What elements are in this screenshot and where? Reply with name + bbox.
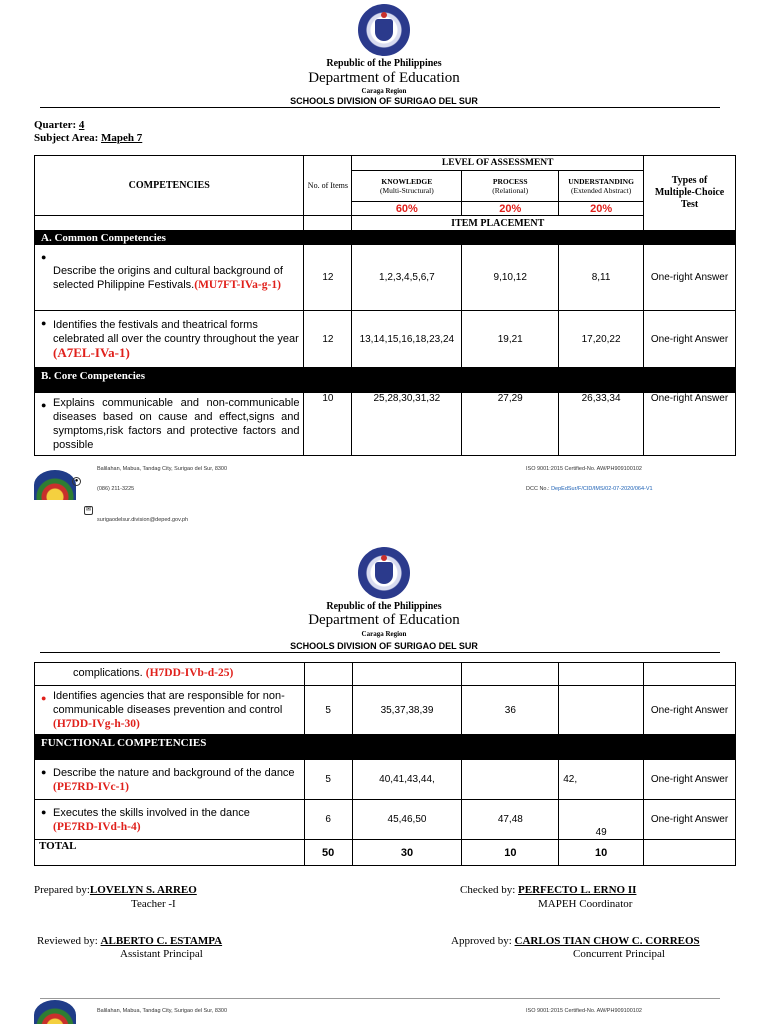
- knowledge-cell: 25,28,30,31,32: [352, 393, 462, 456]
- reviewed-title: Assistant Principal: [120, 948, 203, 960]
- items-cell: 12: [304, 311, 352, 368]
- process-cell: 19,21: [462, 311, 559, 368]
- competency-code: (H7DD-IVb-d-25): [145, 667, 234, 679]
- republic-text: Republic of the Philippines: [326, 601, 442, 612]
- competency-code: (PE7RD-IVd-h-4): [53, 820, 141, 833]
- tos-table-part2: [34, 662, 736, 866]
- items-cell: 6: [304, 800, 352, 840]
- section-common: A. Common Competencies: [35, 231, 736, 245]
- process-cell: 36: [462, 686, 559, 735]
- process-cell: 9,10,12: [462, 245, 559, 311]
- department-title: Department of Education: [308, 70, 460, 86]
- approved-title: Concurrent Principal: [573, 948, 665, 960]
- types-header: Types of Multiple-Choice Test: [644, 156, 736, 231]
- process-cell: 27,29: [462, 393, 559, 456]
- total-row: [35, 840, 736, 866]
- footer-email: surigaodelsur.division@deped.gov.ph: [97, 517, 189, 523]
- knowledge-cell: 45,46,50: [352, 800, 462, 840]
- total-items: 50: [304, 840, 352, 866]
- footer-address: Balilahan, Mabua, Tandag City, Surigao del Sur, 8300: [97, 466, 228, 472]
- competency-cell: complications. (H7DD-IVb-d-25): [35, 663, 305, 686]
- type-cell: One-right Answer: [644, 311, 736, 368]
- understanding-header: UNDERSTANDING (Extended Abstract): [559, 171, 644, 202]
- subject-value: Mapeh 7: [101, 132, 143, 144]
- table-row: [35, 686, 736, 735]
- checked-by: Checked by: PERFECTO L. ERNO II: [460, 884, 637, 896]
- knowledge-header: KNOWLEDGE (Multi-Structural): [352, 171, 462, 202]
- mail-icon: ✉: [85, 507, 92, 513]
- competencies-header: COMPETENCIES: [35, 156, 304, 216]
- deped-seal: [358, 4, 410, 56]
- deped-seal: [358, 547, 410, 599]
- knowledge-cell: 35,37,38,39: [352, 686, 462, 735]
- footer-rule: [40, 998, 720, 999]
- footer-address: Balilahan, Mabua, Tandag City, Surigao del Sur, 8300: [97, 1008, 228, 1014]
- understanding-cell: 26,33,34: [559, 393, 644, 456]
- header-rule: [40, 652, 720, 653]
- quarter-line: [34, 119, 84, 131]
- total-understanding: 10: [559, 840, 644, 866]
- table-row: [35, 311, 736, 368]
- table-row: [35, 393, 736, 456]
- items-cell: 12: [304, 245, 352, 311]
- items-cell: 5: [304, 760, 352, 800]
- footer-logo: [34, 1000, 76, 1024]
- understanding-cell: 49: [559, 800, 644, 840]
- footer-phone: (086) 211-3225: [97, 486, 135, 492]
- total-label: TOTAL: [35, 840, 305, 866]
- table-row: [35, 800, 736, 840]
- knowledge-cell: 1,2,3,4,5,6,7: [352, 245, 462, 311]
- header-rule: [40, 107, 720, 108]
- process-header: PROCESS (Relational): [462, 171, 559, 202]
- total-process: 10: [462, 840, 559, 866]
- competency-cell: ● Explains communicable and non-communicable diseases based on cause and effect,signs and symptoms,risk factors and protective factors and possible: [35, 393, 304, 456]
- understanding-pct: 20%: [559, 202, 644, 216]
- competency-cell: ● Describe the nature and background of the dance (PE7RD-IVc-1): [35, 760, 305, 800]
- type-cell: One-right Answer: [644, 686, 736, 735]
- competency-code: (MU7FT-IVa-g-1): [194, 278, 281, 291]
- quarter-value: 4: [78, 119, 85, 131]
- footer-iso: ISO 9001:2015 Certified-No. AW/PH909100102: [526, 466, 642, 472]
- section-core: B. Core Competencies: [35, 368, 736, 393]
- republic-text: Republic of the Philippines: [326, 58, 442, 69]
- division-text: SCHOOLS DIVISION OF SURIGAO DEL SUR: [290, 96, 478, 106]
- understanding-cell: 42,: [559, 760, 644, 800]
- subject-line: [34, 132, 142, 144]
- type-cell: One-right Answer: [644, 393, 736, 456]
- understanding-cell: 17,20,22: [559, 311, 644, 368]
- total-knowledge: 30: [352, 840, 462, 866]
- prepared-title: Teacher -I: [131, 898, 176, 910]
- competency-cell: ● Describe the origins and cultural background of selected Philippine Festivals.(MU7FT-IVa-g-1): [35, 245, 304, 311]
- table-row: [35, 245, 736, 311]
- type-cell: One-right Answer: [644, 760, 736, 800]
- competency-cell: ● Executes the skills involved in the dance (PE7RD-IVd-h-4): [35, 800, 305, 840]
- division-text: SCHOOLS DIVISION OF SURIGAO DEL SUR: [290, 641, 478, 651]
- knowledge-pct: 60%: [352, 202, 462, 216]
- knowledge-cell: 13,14,15,16,18,23,24: [352, 311, 462, 368]
- understanding-cell: [559, 686, 644, 735]
- competency-code: (PE7RD-IVc-1): [53, 780, 130, 793]
- section-functional: FUNCTIONAL COMPETENCIES: [35, 735, 736, 760]
- subject-label: Subject Area:: [34, 132, 99, 144]
- footer-dcc: DCC No.: DepEdSur/F/CID/IMS/02-07-2020/064-V1: [526, 486, 653, 492]
- competency-cell: ● Identifies the festivals and theatrical forms celebrated all over the country throughout the year (A7EL-IVa-1): [35, 311, 304, 368]
- competency-cell: ● Identifies agencies that are responsible for non-communicable diseases prevention and control (H7DD-IVg-h-30): [35, 686, 305, 735]
- process-cell: [462, 760, 559, 800]
- item-placement-header: ITEM PLACEMENT: [352, 216, 644, 231]
- process-cell: 47,48: [462, 800, 559, 840]
- knowledge-cell: 40,41,43,44,: [352, 760, 462, 800]
- understanding-cell: 8,11: [559, 245, 644, 311]
- items-cell: 10: [304, 393, 352, 456]
- table-row: [35, 760, 736, 800]
- quarter-label: Quarter:: [34, 119, 77, 131]
- tos-table-part1: [34, 155, 736, 456]
- no-items-header: No. of Items: [304, 156, 352, 216]
- location-icon: ●: [72, 477, 81, 486]
- type-cell: One-right Answer: [644, 245, 736, 311]
- table-row: [35, 663, 736, 686]
- competency-code: (H7DD-IVg-h-30): [53, 718, 140, 730]
- region-text: Caraga Region: [361, 87, 407, 95]
- prepared-by: Prepared by:LOVELYN S. ARREO: [34, 884, 197, 896]
- items-cell: 5: [304, 686, 352, 735]
- reviewed-by: Reviewed by: ALBERTO C. ESTAMPA: [37, 935, 223, 947]
- level-header: LEVEL OF ASSESSMENT: [352, 156, 644, 171]
- checked-title: MAPEH Coordinator: [538, 898, 633, 910]
- approved-by: Approved by: CARLOS TIAN CHOW C. CORREOS: [451, 935, 700, 947]
- competency-code: (A7EL-IVa-1): [53, 344, 130, 360]
- type-cell: One-right Answer: [644, 800, 736, 840]
- department-title: Department of Education: [308, 612, 460, 628]
- footer-logo: [34, 470, 76, 500]
- region-text: Caraga Region: [361, 630, 407, 638]
- process-pct: 20%: [462, 202, 559, 216]
- footer-iso: ISO 9001:2015 Certified-No. AW/PH909100102: [526, 1008, 642, 1014]
